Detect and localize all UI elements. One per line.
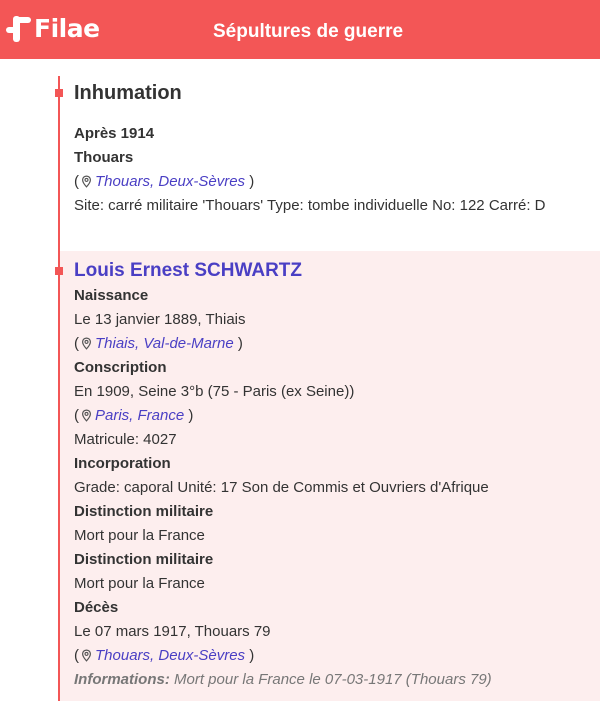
- timeline-dot: [55, 89, 63, 97]
- inhumation-content: [74, 59, 594, 218]
- distinction-label: Distinction militaire: [74, 503, 214, 520]
- conscription-label: Conscription: [74, 359, 167, 376]
- inhumation-date: Après 1914: [74, 125, 155, 142]
- location-pin-icon: [80, 409, 93, 422]
- informations-label: Informations:: [74, 671, 170, 688]
- inhumation-details: Site: carré militaire 'Thouars' Type: tombe individuelle No: 122 Carré: D: [74, 197, 546, 214]
- timeline: [0, 59, 600, 701]
- naissance-text: Le 13 janvier 1889, Thiais: [74, 311, 246, 328]
- matricule-text: Matricule: 4027: [74, 431, 177, 448]
- app-header: [0, 0, 600, 59]
- section-title: Inhumation: [74, 82, 182, 104]
- place-link[interactable]: Paris, France: [95, 407, 185, 424]
- logo-text: Filae: [34, 14, 100, 43]
- distinction-label: Distinction militaire: [74, 551, 214, 568]
- deces-place: ( Thouars, Deux-Sèvres ): [74, 647, 255, 664]
- distinction-text: Mort pour la France: [74, 575, 205, 592]
- distinction-text: Mort pour la France: [74, 527, 205, 544]
- conscription-text: En 1909, Seine 3°b (75 - Paris (ex Seine)): [74, 383, 355, 400]
- deces-text: Le 07 mars 1917, Thouars 79: [74, 623, 271, 640]
- deces-label: Décès: [74, 599, 119, 616]
- page-title: Sépultures de guerre: [213, 21, 404, 42]
- location-pin-icon: [80, 337, 93, 350]
- informations-text: Mort pour la France le 07-03-1917 (Thouars 79): [174, 671, 492, 688]
- person-content: [74, 251, 594, 692]
- inhumation-section: [60, 59, 600, 251]
- naissance-place: ( Thiais, Val-de-Marne ): [74, 335, 243, 352]
- paren-close: ): [249, 173, 255, 190]
- person-section: [60, 251, 600, 701]
- incorporation-label: Incorporation: [74, 455, 171, 472]
- place-link[interactable]: Thiais, Val-de-Marne: [95, 335, 234, 352]
- place-link[interactable]: Thouars, Deux-Sèvres: [95, 173, 246, 190]
- paren-open: (: [74, 173, 79, 190]
- filae-logo-icon: [4, 14, 32, 44]
- location-pin-icon: [80, 649, 93, 662]
- timeline-dot: [55, 267, 63, 275]
- person-name-link[interactable]: Louis Ernest SCHWARTZ: [74, 260, 303, 281]
- naissance-label: Naissance: [74, 287, 149, 304]
- informations-line: [74, 668, 594, 692]
- incorporation-text: Grade: caporal Unité: 17 Son de Commis et Ouvriers d'Afrique: [74, 479, 489, 496]
- inhumation-place-name: Thouars: [74, 149, 134, 166]
- location-pin-icon: [80, 175, 93, 188]
- filae-logo[interactable]: [4, 13, 100, 45]
- conscription-place: ( Paris, France ): [74, 407, 194, 424]
- place-link[interactable]: Thouars, Deux-Sèvres: [95, 647, 246, 664]
- inhumation-place: [74, 170, 594, 194]
